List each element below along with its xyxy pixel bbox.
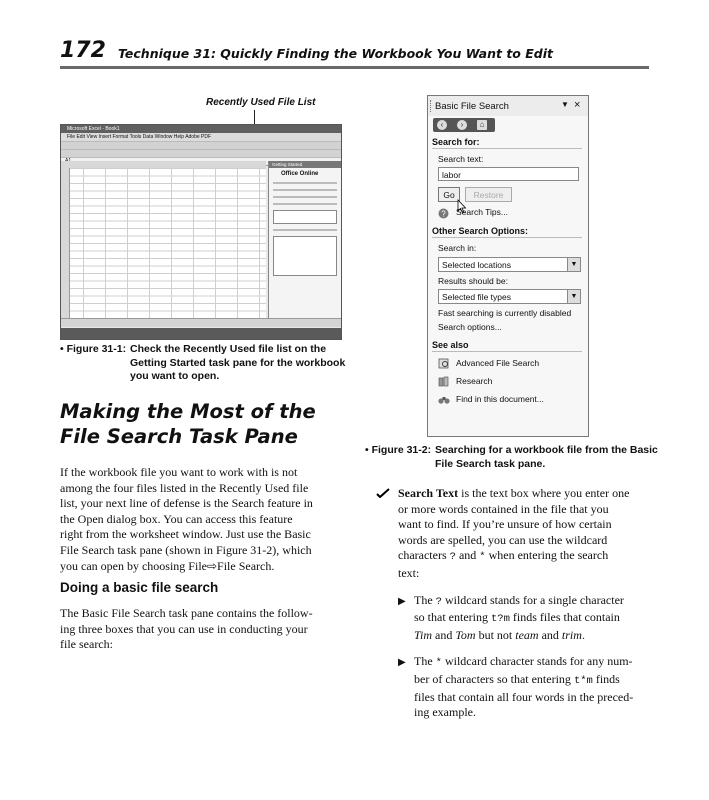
search-options-link[interactable]: Search options... (438, 322, 502, 332)
caption-text: File Search task pane. (435, 457, 546, 470)
search-text-label: Search text: (438, 154, 484, 164)
text-line: list, your next line of defense is the Search feature in (60, 496, 313, 511)
text-line: ing example. (414, 705, 476, 720)
sub-bullet-asterisk (398, 654, 648, 720)
text-line: right from the worksheet window. Just use the Basic (60, 527, 311, 542)
results-value: Selected file types (442, 292, 511, 302)
see-also-heading: See also (432, 340, 582, 352)
text-span: The (414, 654, 436, 669)
subsection-heading: Doing a basic file search (60, 580, 219, 595)
text-span: and (432, 627, 456, 642)
other-search-options-heading: Other Search Options: (432, 226, 582, 238)
subsection-paragraph (60, 606, 350, 653)
pane-nav-buttons (433, 118, 495, 132)
excel-grid (61, 168, 266, 318)
search-in-select[interactable] (438, 257, 581, 272)
advanced-search-icon (438, 358, 450, 369)
text-line: If the workbook file you want to work with is not (60, 465, 298, 479)
results-label: Results should be: (438, 276, 508, 286)
caption-text: Searching for a workbook file from the Basic (435, 444, 658, 456)
page-number: 172 (60, 38, 106, 63)
caption-label: • Figure 31-1: (60, 343, 127, 355)
search-for-heading: Search for: (432, 137, 582, 149)
excel-pane-title: Getting Started (269, 161, 341, 168)
go-button[interactable]: Go (438, 187, 460, 202)
figure-31-2-caption (365, 444, 665, 471)
bullet-search-text (398, 486, 648, 582)
grip-icon[interactable] (430, 100, 433, 112)
binoculars-icon (438, 394, 450, 405)
bullet-term: Search Text (398, 486, 459, 500)
callout-label: Recently Used File List (206, 97, 316, 108)
text-span: finds files that contain (509, 610, 620, 625)
section-title (60, 399, 316, 449)
text-span: finds (592, 671, 620, 686)
excel-pane-line (273, 189, 337, 191)
excel-recent-files-list (273, 236, 337, 276)
research-link[interactable]: Research (456, 376, 493, 386)
caption-label: • Figure 31-2: (365, 444, 432, 456)
search-tips-link[interactable]: Search Tips... (456, 207, 508, 217)
basic-file-search-pane (427, 95, 589, 437)
search-text-input[interactable]: labor (438, 167, 579, 181)
right-column-text (398, 486, 648, 721)
text-line: want to find. If you’re unsure of how certain (398, 517, 612, 532)
text-line: words are spelled, you can use the wildcard (398, 532, 608, 547)
code-span: t?m (490, 613, 510, 626)
back-icon[interactable]: ‹ (437, 120, 447, 130)
home-icon[interactable]: ⌂ (477, 120, 487, 130)
text-line: ing three boxes that you can use in conducting your (60, 621, 308, 636)
text-line: The Basic File Search task pane contains the follow- (60, 606, 313, 620)
figure-31-1-caption (60, 343, 350, 384)
forward-icon[interactable]: › (457, 120, 467, 130)
restore-button[interactable]: Restore (465, 187, 512, 202)
code-span: ? (435, 595, 442, 608)
excel-taskbar (61, 328, 341, 339)
close-icon[interactable]: × (574, 99, 581, 111)
search-in-label: Search in: (438, 243, 477, 253)
intro-paragraph (60, 465, 350, 574)
text-span: when entering the search (485, 548, 609, 563)
code-span: * (479, 551, 486, 564)
text-span: team (515, 627, 539, 642)
sub-bullet-question-mark (398, 593, 648, 644)
section-title-line: Making the Most of the (60, 400, 316, 423)
excel-pane-line (273, 182, 337, 184)
text-span: wildcard stands for a single character (441, 592, 624, 607)
header-rule (60, 66, 649, 69)
code-span: * (435, 657, 442, 670)
excel-getting-started-pane (268, 161, 341, 318)
checkmark-bullet-icon (376, 488, 390, 498)
svg-text:?: ? (441, 209, 446, 219)
excel-format-toolbar (61, 150, 341, 158)
text-line: among the four files listed in the Recently Used file (60, 480, 309, 495)
text-span: The (414, 592, 436, 607)
text-span: . (581, 627, 585, 642)
excel-pane-line (273, 229, 337, 231)
text-line: File Search task pane (shown in Figure 31-2), which (60, 542, 312, 557)
excel-row-headers (61, 168, 70, 318)
help-icon (438, 208, 450, 219)
caption-text: Getting Started task pane for the workbook (130, 356, 346, 369)
pane-title: Basic File Search (435, 101, 509, 112)
text-line: the Open dialog box. You can access this feature (60, 511, 293, 526)
text-span: ber of characters so that entering (414, 671, 574, 686)
triangle-bullet-icon: ▶ (398, 595, 406, 607)
text-line: files that contain all four words in the preced- (414, 689, 634, 704)
text-span: Tom (455, 627, 476, 642)
code-span: t*m (573, 674, 593, 687)
text-span: is the text box where you enter one (458, 486, 630, 500)
excel-title-bar: Microsoft Excel - Book1 (61, 125, 341, 133)
caption-text: you want to open. (130, 370, 220, 382)
text-span: wildcard character stands for any num- (441, 654, 633, 669)
fast-search-status: Fast searching is currently disabled (438, 308, 572, 318)
caption-text: Check the Recently Used file list on the (130, 343, 327, 355)
excel-sheet-tabs (61, 318, 341, 327)
research-icon (438, 376, 450, 387)
text-line: text: (398, 565, 420, 580)
excel-pane-line (273, 203, 337, 205)
chevron-down-icon[interactable]: ▼ (567, 290, 580, 303)
results-select[interactable] (438, 289, 581, 304)
text-line: or more words contained in the file that you (398, 501, 609, 516)
text-span: and (455, 548, 480, 563)
excel-office-online-logo: Office Online (281, 171, 319, 177)
text-line: file search: (60, 637, 113, 652)
running-head: Technique 31: Quickly Finding the Workbook You Want to Edit (118, 46, 553, 61)
text-line: you can open by choosing File⇨File Search. (60, 558, 275, 573)
excel-pane-line (273, 196, 337, 198)
text-span: characters (398, 548, 450, 563)
chevron-down-icon[interactable]: ▼ (567, 258, 580, 271)
find-in-document-link[interactable]: Find in this document... (456, 394, 544, 404)
text-span: and (538, 627, 562, 642)
text-span: but not (475, 627, 516, 642)
dropdown-arrow-icon[interactable]: ▼ (561, 100, 569, 109)
pane-title-bar (428, 96, 588, 116)
search-in-value: Selected locations (442, 260, 511, 270)
excel-toolbar (61, 142, 341, 150)
advanced-file-search-link[interactable]: Advanced File Search (456, 358, 540, 368)
text-span: trim (561, 627, 582, 642)
code-span: ? (449, 551, 456, 564)
excel-menu-bar: File Edit View Insert Format Tools Data Window Help Adobe PDF (61, 133, 341, 142)
text-span: Tim (414, 627, 433, 642)
section-title-line: File Search Task Pane (60, 425, 298, 448)
excel-screenshot (60, 124, 342, 340)
excel-pane-search-box (273, 210, 337, 224)
triangle-bullet-icon: ▶ (398, 657, 406, 669)
text-span: so that entering (414, 610, 491, 625)
